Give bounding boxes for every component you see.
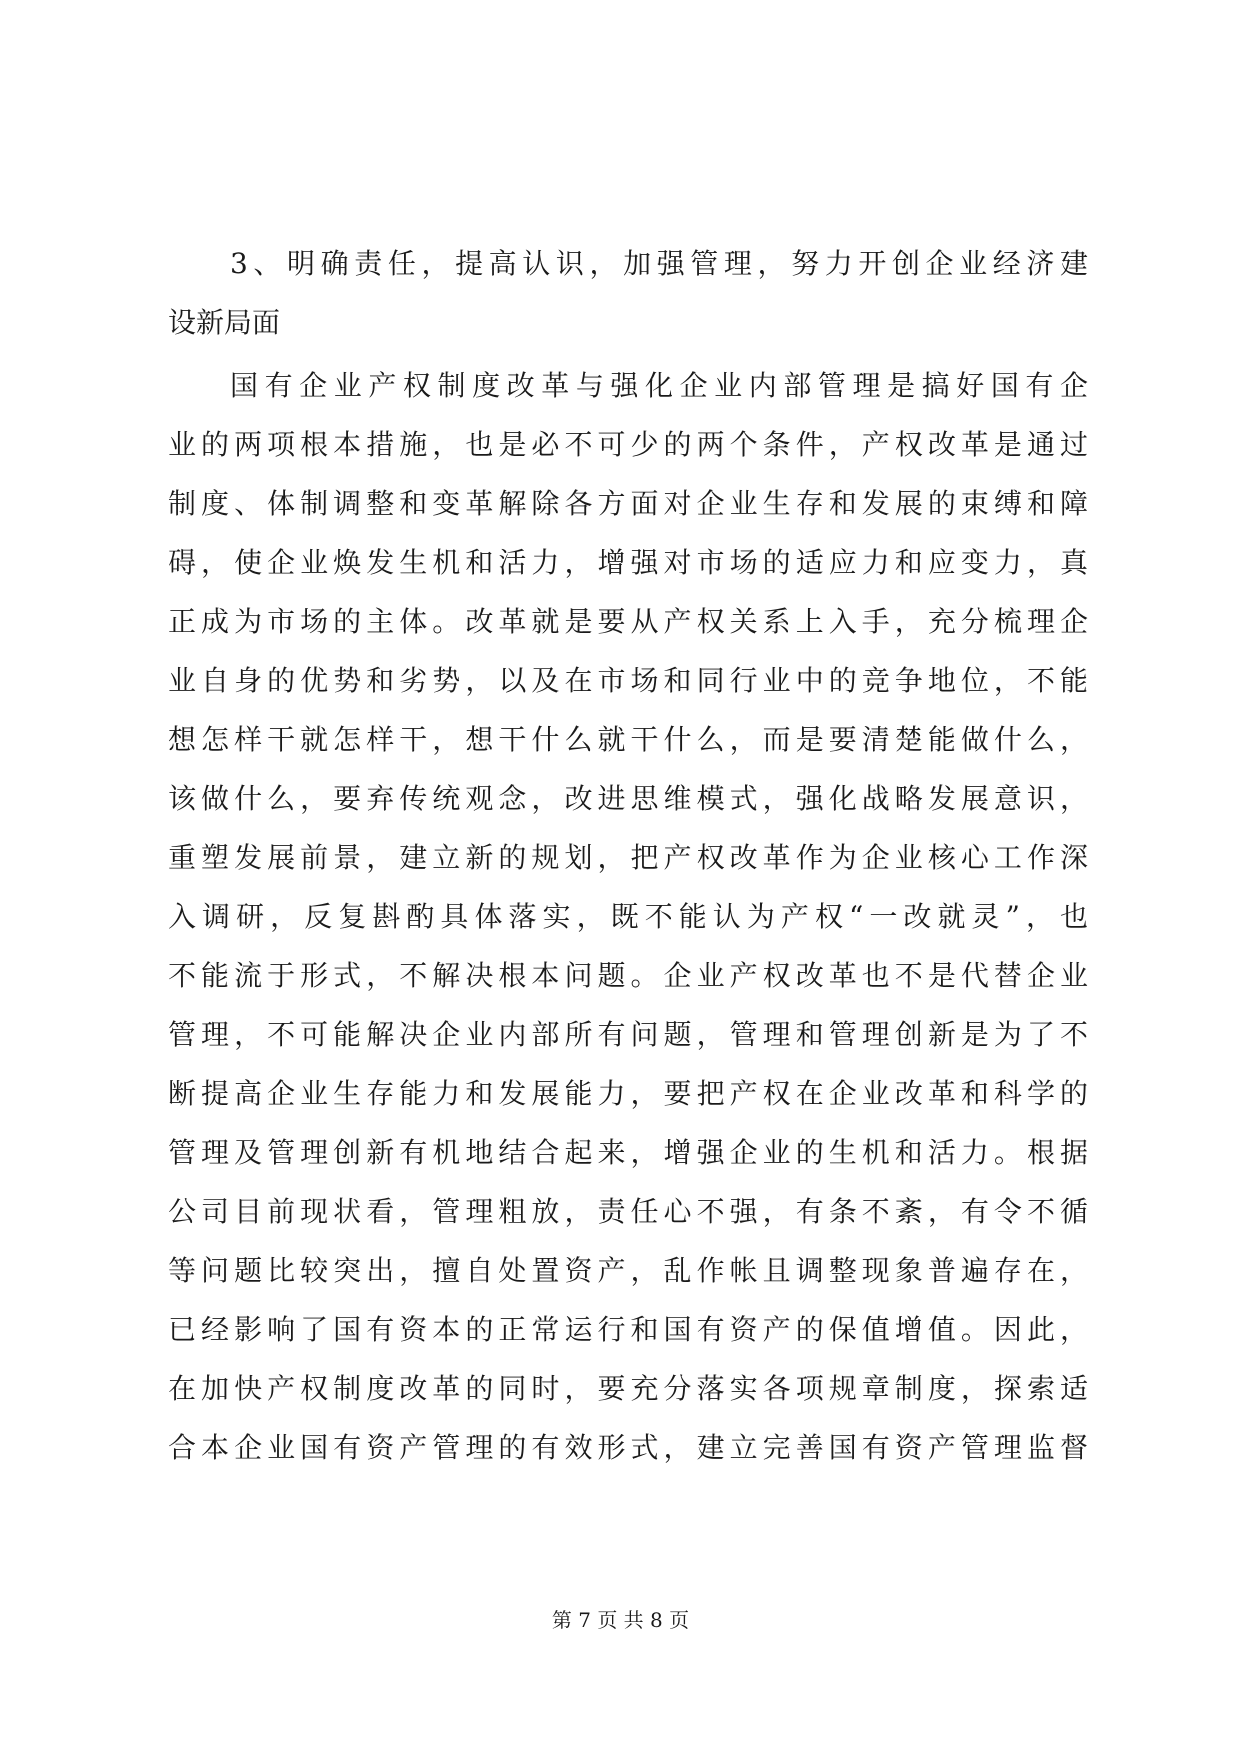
paragraph-line: 碍，使企业焕发生机和活力，增强对市场的适应力和应变力，真 bbox=[168, 546, 1088, 579]
paragraph-line: 业的两项根本措施，也是必不可少的两个条件，产权改革是通过 bbox=[168, 428, 1088, 461]
body-paragraph bbox=[168, 356, 1088, 1477]
section-heading bbox=[168, 234, 1088, 352]
paragraph-line: 该做什么，要弃传统观念，改进思维模式，强化战略发展意识， bbox=[168, 782, 1088, 815]
page-number-footer: 第 7 页 共 8 页 bbox=[551, 1608, 690, 1632]
document-body bbox=[168, 234, 1088, 1477]
paragraph-line: 制度、体制调整和变革解除各方面对企业生存和发展的束缚和障 bbox=[168, 487, 1088, 520]
paragraph-line: 在加快产权制度改革的同时，要充分落实各项规章制度，探索适 bbox=[168, 1372, 1088, 1405]
heading-line: 设新局面 bbox=[168, 306, 281, 339]
paragraph-line: 断提高企业生存能力和发展能力，要把产权在企业改革和科学的 bbox=[168, 1077, 1088, 1110]
paragraph-line: 重塑发展前景，建立新的规划，把产权改革作为企业核心工作深 bbox=[168, 841, 1088, 874]
paragraph-line: 公司目前现状看，管理粗放，责任心不强，有条不紊，有令不循 bbox=[168, 1195, 1088, 1228]
paragraph-line: 不能流于形式，不解决根本问题。企业产权改革也不是代替企业 bbox=[168, 959, 1088, 992]
paragraph-line: 管理，不可能解决企业内部所有问题，管理和管理创新是为了不 bbox=[168, 1018, 1088, 1051]
paragraph-line: 业自身的优势和劣势，以及在市场和同行业中的竞争地位，不能 bbox=[168, 664, 1088, 697]
heading-line: 3、明确责任，提高认识，加强管理，努力开创企业经济建 bbox=[230, 247, 1088, 280]
paragraph-line: 国有企业产权制度改革与强化企业内部管理是搞好国有企 bbox=[230, 369, 1088, 402]
paragraph-line: 已经影响了国有资本的正常运行和国有资产的保值增值。因此， bbox=[168, 1313, 1088, 1346]
paragraph-line: 想怎样干就怎样干，想干什么就干什么，而是要清楚能做什么， bbox=[168, 723, 1088, 756]
paragraph-line: 入调研，反复斟酌具体落实，既不能认为产权“一改就灵”，也 bbox=[168, 900, 1088, 933]
paragraph-line: 正成为市场的主体。改革就是要从产权关系上入手，充分梳理企 bbox=[168, 605, 1088, 638]
paragraph-line: 等问题比较突出，擅自处置资产，乱作帐且调整现象普遍存在， bbox=[168, 1254, 1088, 1287]
paragraph-line: 合本企业国有资产管理的有效形式，建立完善国有资产管理监督 bbox=[168, 1431, 1088, 1464]
paragraph-line: 管理及管理创新有机地结合起来，增强企业的生机和活力。根据 bbox=[168, 1136, 1088, 1169]
